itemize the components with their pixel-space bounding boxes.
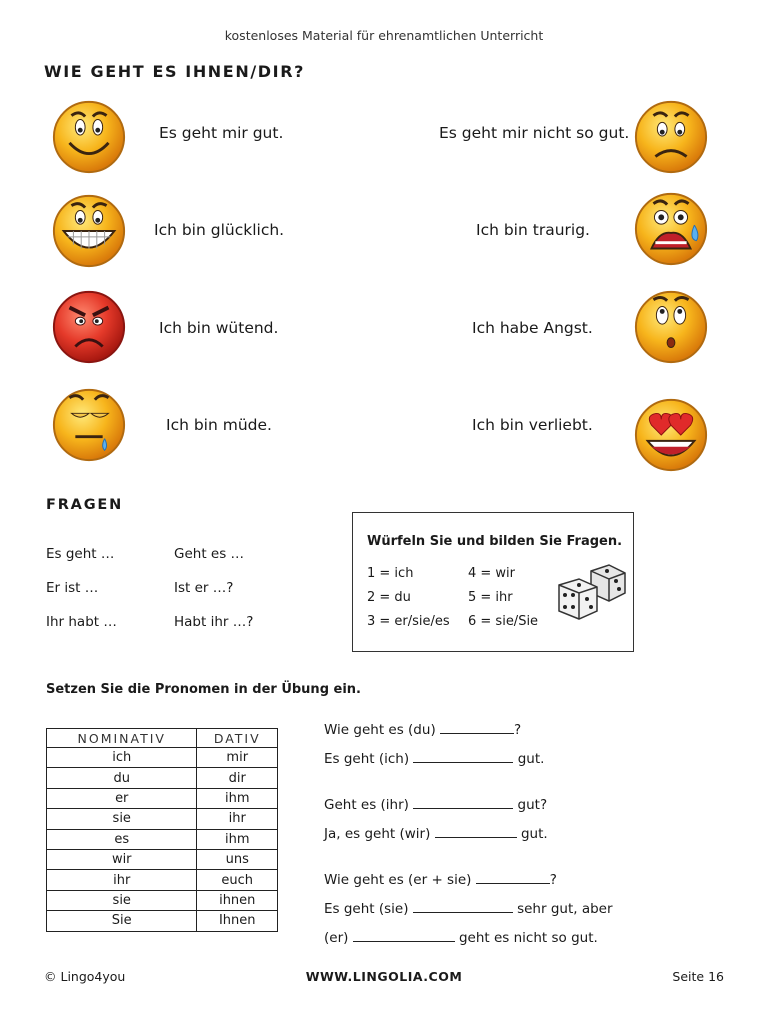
nominativ-cell: sie <box>47 809 197 829</box>
exercise-prompt: Es geht (sie) <box>324 901 409 917</box>
dativ-cell: mir <box>197 748 278 768</box>
happy-smiley-icon <box>50 98 128 176</box>
dativ-cell: euch <box>197 870 278 890</box>
dice-icon <box>555 563 627 623</box>
emotion-label-left-1: Es geht mir gut. <box>159 124 284 142</box>
nominativ-cell: du <box>47 768 197 788</box>
dativ-cell: ihnen <box>197 890 278 910</box>
table-row <box>47 809 278 829</box>
exercise-line-4 <box>324 825 548 842</box>
dice-box <box>352 512 634 652</box>
nominativ-cell: sie <box>47 890 197 910</box>
dativ-cell: ihr <box>197 809 278 829</box>
dativ-cell: ihm <box>197 788 278 808</box>
table-row <box>47 890 278 910</box>
emotion-label-right-3: Ich habe Angst. <box>472 319 593 337</box>
exercise-line-6 <box>324 900 613 917</box>
header-nominativ: NOMINATIV <box>47 729 197 748</box>
sad-smiley-icon <box>632 98 710 176</box>
table-row <box>47 870 278 890</box>
exercise-suffix: gut. <box>517 751 545 767</box>
exercise-suffix: geht es nicht so gut. <box>458 930 598 946</box>
dice-item-6: 6 = sie/Sie <box>468 614 539 629</box>
question-col1-2: Er ist … <box>46 580 99 596</box>
table-row <box>47 788 278 808</box>
answer-blank[interactable] <box>435 825 517 838</box>
nominativ-cell: wir <box>47 849 197 869</box>
question-col2-2: Ist er …? <box>174 580 234 596</box>
grinning-smiley-icon <box>50 192 128 270</box>
exercise-instruction: Setzen Sie die Pronomen in der Übung ein. <box>46 682 361 697</box>
table-row <box>47 829 278 849</box>
footer-copyright: © Lingo4you <box>44 969 126 984</box>
exercise-line-3 <box>324 796 547 813</box>
exercise-prompt: (er) <box>324 930 349 946</box>
answer-blank[interactable] <box>413 900 513 913</box>
exercise-suffix: sehr gut, aber <box>517 901 613 917</box>
dativ-cell: Ihnen <box>197 911 278 931</box>
emotion-label-left-3: Ich bin wütend. <box>159 319 279 337</box>
question-col1-3: Ihr habt … <box>46 614 117 630</box>
exercise-prompt: Geht es (ihr) <box>324 797 409 813</box>
exercise-line-2 <box>324 750 544 767</box>
exercise-prompt: Ja, es geht (wir) <box>324 826 431 842</box>
angry-smiley-icon <box>50 288 128 366</box>
answer-blank[interactable] <box>413 796 513 809</box>
question-col2-1: Geht es … <box>174 546 245 562</box>
scared-smiley-icon <box>632 288 710 366</box>
footer-website-link[interactable]: WWW.LINGOLIA.COM <box>305 969 463 984</box>
section-title-fragen: FRAGEN <box>46 497 124 513</box>
table-row <box>47 768 278 788</box>
nominativ-cell: ihr <box>47 870 197 890</box>
dice-item-5: 5 = ihr <box>468 590 513 605</box>
answer-blank[interactable] <box>440 721 514 734</box>
question-col1-1: Es geht … <box>46 546 115 562</box>
exercise-prompt: Wie geht es (du) <box>324 722 436 738</box>
in-love-smiley-icon <box>632 396 710 474</box>
emotion-label-right-2: Ich bin traurig. <box>476 221 590 239</box>
answer-blank[interactable] <box>476 871 550 884</box>
pronoun-table <box>46 728 278 932</box>
emotion-label-right-4: Ich bin verliebt. <box>472 416 593 434</box>
dativ-cell: dir <box>197 768 278 788</box>
answer-blank[interactable] <box>353 929 455 942</box>
nominativ-cell: es <box>47 829 197 849</box>
nominativ-cell: er <box>47 788 197 808</box>
exercise-suffix: gut? <box>517 797 548 813</box>
exercise-suffix: ? <box>549 872 557 888</box>
exercise-prompt: Es geht (ich) <box>324 751 410 767</box>
dice-item-3: 3 = er/sie/es <box>367 614 450 629</box>
exercise-line-1 <box>324 721 521 738</box>
dativ-cell: uns <box>197 849 278 869</box>
exercise-line-7 <box>324 929 598 946</box>
table-row <box>47 849 278 869</box>
table-row <box>47 748 278 768</box>
answer-blank[interactable] <box>413 750 513 763</box>
table-row <box>47 911 278 931</box>
dice-box-title: Würfeln Sie und bilden Sie Fragen. <box>367 534 623 549</box>
exercise-line-5 <box>324 871 557 888</box>
exercise-prompt: Wie geht es (er + sie) <box>324 872 472 888</box>
dice-item-4: 4 = wir <box>468 566 516 581</box>
emotion-label-left-2: Ich bin glücklich. <box>154 221 285 239</box>
nominativ-cell: ich <box>47 748 197 768</box>
footer-page-number: Seite 16 <box>672 969 724 984</box>
dativ-cell: ihm <box>197 829 278 849</box>
dice-item-2: 2 = du <box>367 590 411 605</box>
dice-item-1: 1 = ich <box>367 566 414 581</box>
header-dativ: DATIV <box>197 729 278 748</box>
exercise-suffix: gut. <box>520 826 548 842</box>
exercise-suffix: ? <box>514 722 522 738</box>
crying-smiley-icon <box>632 190 710 268</box>
section-title-wie-geht-es: WIE GEHT ES IHNEN/DIR? <box>44 62 305 81</box>
emotion-label-right-1: Es geht mir nicht so gut. <box>439 124 630 142</box>
emotion-label-left-4: Ich bin müde. <box>166 416 272 434</box>
question-col2-3: Habt ihr …? <box>174 614 254 630</box>
header-note: kostenloses Material für ehrenamtlichen Unterricht <box>224 28 544 43</box>
table-header-row <box>47 729 278 748</box>
nominativ-cell: Sie <box>47 911 197 931</box>
tired-smiley-icon <box>50 386 128 464</box>
